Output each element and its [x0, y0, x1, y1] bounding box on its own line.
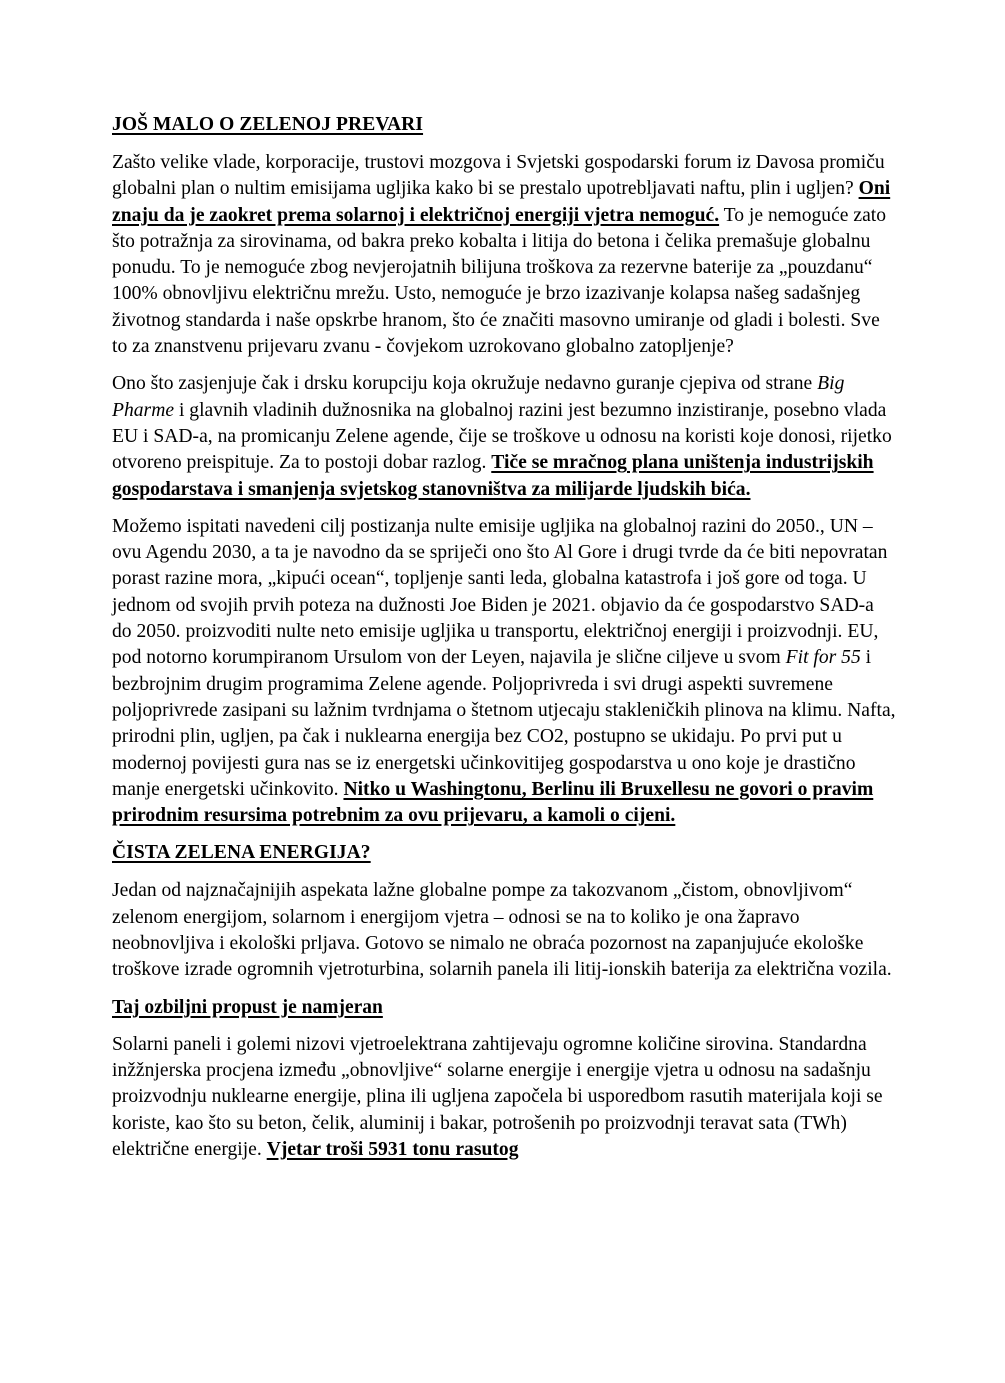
paragraph-1-emphasis: Oni znaju da je zaokret prema solarnoj i električnoj energiji vjetra nemoguć. — [112, 178, 891, 226]
paragraph-3 — [112, 514, 896, 830]
paragraph-2-text-a: Ono što zasjenjuje čak i drsku korupciju koja okružuje nedavno guranje cjepiva od strane — [112, 373, 818, 395]
paragraph-4 — [112, 878, 896, 983]
paragraph-1 — [112, 150, 896, 360]
sub-heading — [112, 995, 896, 1021]
paragraph-2-italic: Big Pharme — [112, 373, 845, 421]
paragraph-5 — [112, 1032, 896, 1163]
paragraph-2 — [112, 371, 896, 502]
paragraph-3-italic: Fit for 55 — [785, 647, 861, 669]
paragraph-4-text: Jedan od najznačajnijih aspekata lažne globalne pompe za takozvanom „čistom, obnovljivom“ zelenom energijom, solarnom i energijom vjetra – odnosi se na to koliko je ona žapravo neobnovljiva i ekološki prljava. Gotovo se nimalo ne obraća pozornost na zapanjujuće ekološke troškove izrade ogromnih vjetroturbina, solarnih panela ili litij-ionskih baterija za električna vozila. — [112, 880, 892, 981]
paragraph-5-emphasis: Vjetar troši 5931 tonu rasutog — [266, 1138, 519, 1160]
paragraph-3-text-b: i bezbrojnim drugim programima Zelene agende. Poljoprivreda i svi drugi aspekti suvremene poljoprivrede zasipani su lažnim tvrdnjama o štetnom utjecaju stakleničkih plinova na klimu. Nafta, prirodni plin, ugljen, pa čak i nuklearna energija bez CO2, postupno se ukidaju. Po prvi put u modernoj povijesti gura nas se iz energetski učinkovitijeg gospodarstva u ono koje je drastično manje energetski učinkovito. — [112, 647, 896, 800]
paragraph-1-text-a: Zašto velike vlade, korporacije, trustovi mozgova i Svjetski gospodarski forum iz Davosa promiču globalni plan o nultim emisijama ugljika kako bi se prestalo upotrebljavati naftu, plin i ugljen? — [112, 152, 885, 200]
page-title — [112, 112, 896, 138]
paragraph-1-text-b: To je nemoguće zato što potražnja za sirovinama, od bakra preko kobalta i litija do betona i čelika premašuje globalnu ponudu. To je nemoguće zbog nevjerojatnih bilijuna troškova za rezervne baterije za „pouzdanu“ 100% obnovljivu električnu mrežu. Usto, nemoguće je brzo izazivanje kolapsa našeg sadašnjeg životnog standarda i naše opskrbe hranom, što će značiti masovno umiranje od gladi i bolesti. Sve to za znanstvenu prijevaru zvanu - čovjekom uzrokovano globalno zatopljenje? — [112, 204, 887, 358]
page-title-text: JOŠ MALO O ZELENOJ PREVARI — [112, 114, 424, 135]
paragraph-5-text-a: Solarni paneli i golemi nizovi vjetroelektrana zahtijevaju ogromne količine sirovina. Standardna inžžnjerska procjena između „obnovljive“ solarne energije i energije vjetra u odnosu na sadašnju proizvodnju nuklearne energije, plina ili ugljena započela bi usporedbom rasutih materijala koji se koriste, kao što su beton, čelik, aluminij i bakar, potrošenih po proizvodnji teravat sata (TWh) električne energije. — [112, 1033, 883, 1160]
sub-heading-text: Taj ozbiljni propust je namjeran — [112, 996, 383, 1018]
document-body — [112, 112, 896, 1163]
section-heading-text: ČISTA ZELENA ENERGIJA? — [112, 842, 371, 864]
paragraph-3-text-a: Možemo ispitati navedeni cilj postizanja nulte emisije ugljika na globalnoj razini do 2050., UN –ovu Agendu 2030, a ta je navodno da se spriječi ono što Al Gore i drugi tvrde da će biti nepovratan porast razine mora, „kipući ocean“, topljenje santi leda, globalna katastrofa i još gore od toga. U jednom od svojih prvih poteza na dužnosti Joe Biden je 2021. objavio da će gospodarstvo SAD-a do 2050. proizvoditi nulte neto emisije ugljika u transportu, električnoj energiji i proizvodnji. EU, pod notorno korumpiranom Ursulom von der Leyen, najavila je slične ciljeve u svom — [112, 515, 888, 669]
paragraph-2-text-b: i glavnih vladinih dužnosnika na globalnoj razini jest bezumno inzistiranje, posebno vlada EU i SAD-a, na promicanju Zelene agende, čije se troškove u odnosu na koristi koje donosi, rijetko otvoreno preispituje. Za to postoji dobar razlog. — [112, 399, 892, 474]
paragraph-3-emphasis: Nitko u Washingtonu, Berlinu ili Bruxellesu ne govori o pravim prirodnim resursima potrebnim za ovu prijevaru, a kamoli o cijeni. — [112, 778, 874, 827]
paragraph-2-emphasis: Tiče se mračnog plana uništenja industrijskih gospodarstava i smanjenja svjetskog stanovništva za milijarde ljudskih bića. — [112, 452, 874, 500]
section-heading — [112, 840, 896, 866]
